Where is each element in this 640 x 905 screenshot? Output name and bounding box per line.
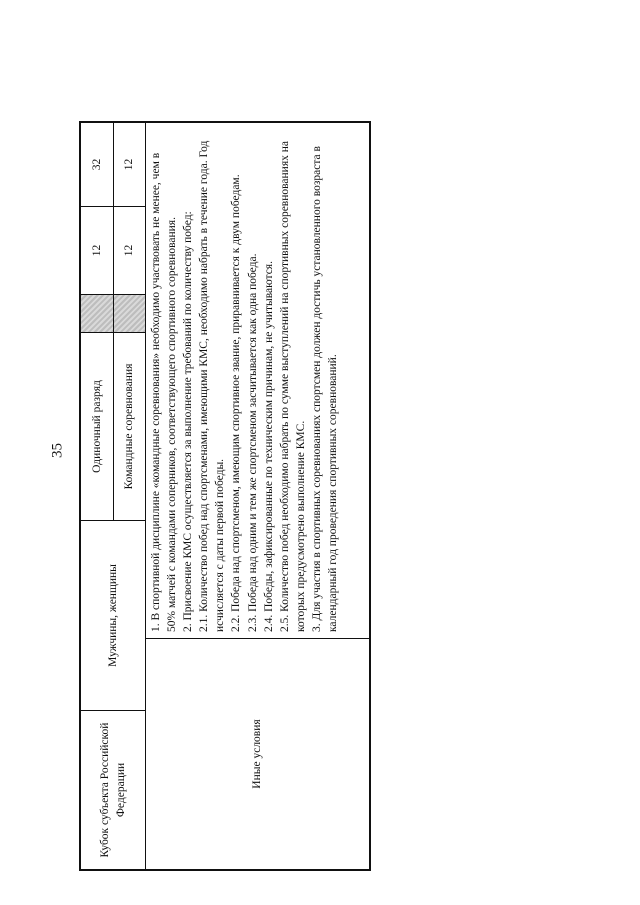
gender-cell: Мужчины, женщины xyxy=(81,521,146,711)
competition-cell: Кубок субъекта Российской Федерации xyxy=(81,711,146,869)
singles-value-1: 12 xyxy=(81,207,114,295)
table-container xyxy=(79,121,371,871)
condition-item-1: 1. В спортивной дисциплине «командные соревнования» необходимо участвовать не менее, чем в 50% матчей с командами соперников, соответствующего спортивного соревнования. xyxy=(150,152,179,632)
singles-label-cell: Одиночный разряд xyxy=(81,333,114,521)
requirements-table xyxy=(79,121,371,871)
conditions-text-cell xyxy=(146,123,369,639)
condition-item-2-5: 2.5. Количество побед необходимо набрать по сумме выступлений на спортивных соревнованиях на которых предусмотрено выполнение КМС. xyxy=(278,141,307,632)
singles-shaded-cell xyxy=(81,295,114,333)
team-value-2: 12 xyxy=(114,123,146,207)
singles-value-2: 32 xyxy=(81,123,114,207)
condition-item-2-2: 2.2. Победа над спортсменом, имеющим спортивное звание, приравнивается к двум победам. xyxy=(230,174,243,632)
team-shaded-cell xyxy=(114,295,146,333)
condition-item-2-1: 2.1. Количество побед над спортсменами, имеющими КМС, необходимо набрать в течение года. Год исчисляется с даты первой победы. xyxy=(198,140,227,632)
team-label-cell: Командные соревнования xyxy=(114,333,146,521)
condition-item-2: 2. Присвоение КМС осуществляется за выполнение требований по количеству побед: xyxy=(182,211,195,632)
condition-item-2-4: 2.4. Победы, зафиксированные по техническим причинам, не учитываются. xyxy=(262,261,275,632)
condition-item-2-3: 2.3. Победа над одним и тем же спортсменом засчитывается как одна победа. xyxy=(246,253,259,632)
team-value-1: 12 xyxy=(114,207,146,295)
page-number: 35 xyxy=(49,443,66,458)
other-conditions-label: Иные условия xyxy=(251,719,264,789)
condition-item-3: 3. Для участия в спортивных соревнованиях спортсмен должен достичь установленного возраста в календарный год проведения спортивных соревнований. xyxy=(310,146,340,632)
